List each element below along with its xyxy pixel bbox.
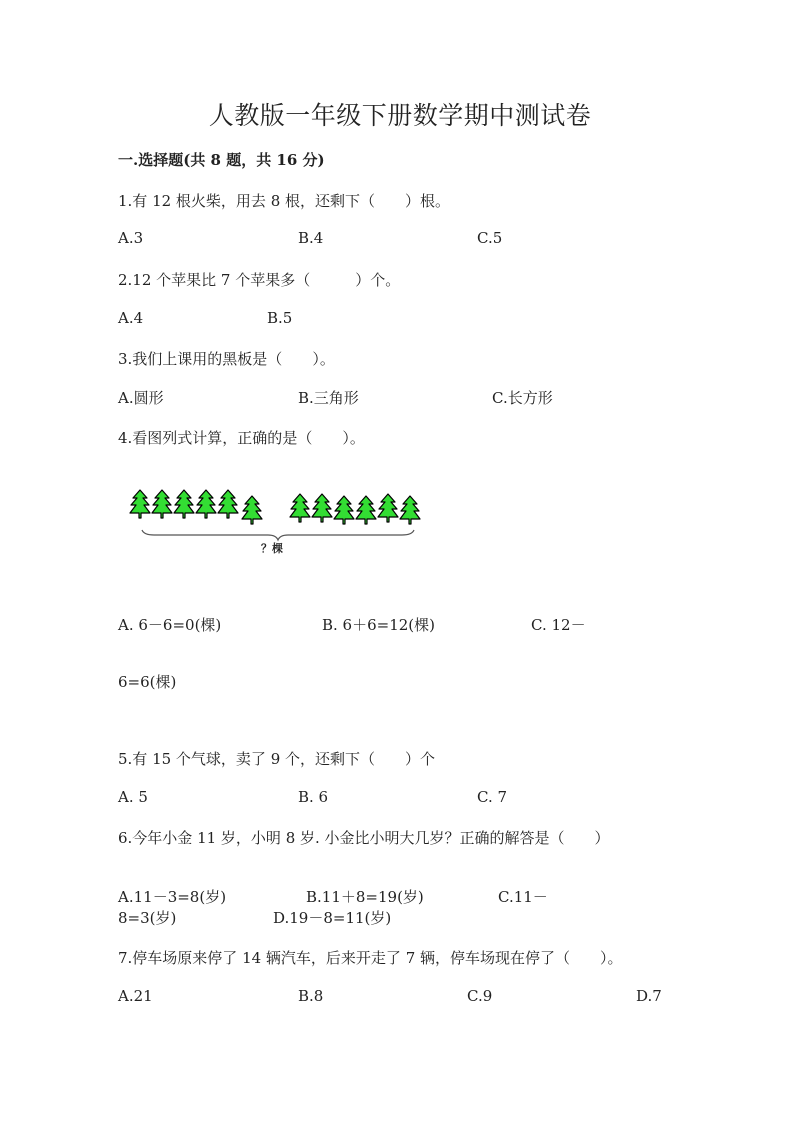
brace-mark (142, 530, 414, 540)
question-6-option-a[interactable]: A.11－3=8(岁) (118, 888, 227, 906)
tree-icon (152, 490, 172, 518)
question-5-stem: 5.有 15 个气球，卖了 9 个，还剩下（ ）个 (118, 750, 436, 768)
question-1-option-c[interactable]: C.5 (477, 229, 503, 247)
tree-icon (356, 496, 376, 524)
question-3-option-b[interactable]: B.三角形 (298, 389, 359, 407)
question-7-option-a[interactable]: A.21 (118, 987, 153, 1005)
question-5-option-c[interactable]: C. 7 (477, 788, 508, 806)
question-3-stem: 3.我们上课用的黑板是（ ）。 (118, 350, 335, 368)
question-1-stem: 1.有 12 根火柴，用去 8 根，还剩下（ ）根。 (118, 192, 451, 210)
question-2-stem: 2.12 个苹果比 7 个苹果多（ ）个。 (118, 271, 401, 289)
question-4-stem: 4.看图列式计算，正确的是（ ）。 (118, 429, 365, 447)
tree-count-figure (128, 480, 428, 560)
question-2-option-b[interactable]: B.5 (267, 309, 293, 327)
question-7-stem: 7.停车场原来停了 14 辆汽车，后来开走了 7 辆，停车场现在停了（ ）。 (118, 949, 623, 967)
question-7-option-b[interactable]: B.8 (298, 987, 324, 1005)
question-1-option-a[interactable]: A.3 (118, 229, 144, 247)
question-4-option-c[interactable]: C. 12－ (531, 616, 586, 634)
tree-icon (312, 494, 332, 522)
tree-icon (290, 494, 310, 522)
tree-icon (242, 496, 262, 524)
question-4-option-a[interactable]: A. 6－6=0(棵) (118, 616, 222, 634)
question-4-option-b[interactable]: B. 6＋6=12(棵) (322, 616, 436, 634)
tree-icon (218, 490, 238, 518)
figure-label: ？棵 (261, 542, 283, 555)
question-6-option-c[interactable]: C.11－ (498, 888, 548, 906)
question-2-option-a[interactable]: A.4 (118, 309, 144, 327)
question-6-option-c-cont: 8=3(岁) (118, 909, 177, 927)
question-1-option-b[interactable]: B.4 (298, 229, 324, 247)
question-3-option-c[interactable]: C.长方形 (492, 389, 553, 407)
question-7-option-d[interactable]: D.7 (636, 987, 662, 1005)
question-7-option-c[interactable]: C.9 (467, 987, 493, 1005)
section-heading: 一.选择题(共 8 题，共 16 分) (118, 151, 325, 169)
tree-icon (400, 496, 420, 524)
tree-icon (130, 490, 150, 518)
tree-icon (334, 496, 354, 524)
question-6-stem: 6.今年小金 11 岁，小明 8 岁. 小金比小明大几岁？正确的解答是（ ） (118, 829, 610, 847)
question-3-option-a[interactable]: A.圆形 (118, 389, 164, 407)
page-title: 人教版一年级下册数学期中测试卷 (208, 101, 592, 130)
question-6-option-d[interactable]: D.19－8=11(岁) (273, 909, 392, 927)
tree-icon (378, 494, 398, 522)
question-4-option-c-cont: 6=6(棵) (118, 673, 177, 691)
question-5-option-a[interactable]: A. 5 (118, 788, 148, 806)
tree-icon (174, 490, 194, 518)
question-5-option-b[interactable]: B. 6 (298, 788, 329, 806)
question-6-option-b[interactable]: B.11＋8=19(岁) (306, 888, 424, 906)
tree-icon (196, 490, 216, 518)
